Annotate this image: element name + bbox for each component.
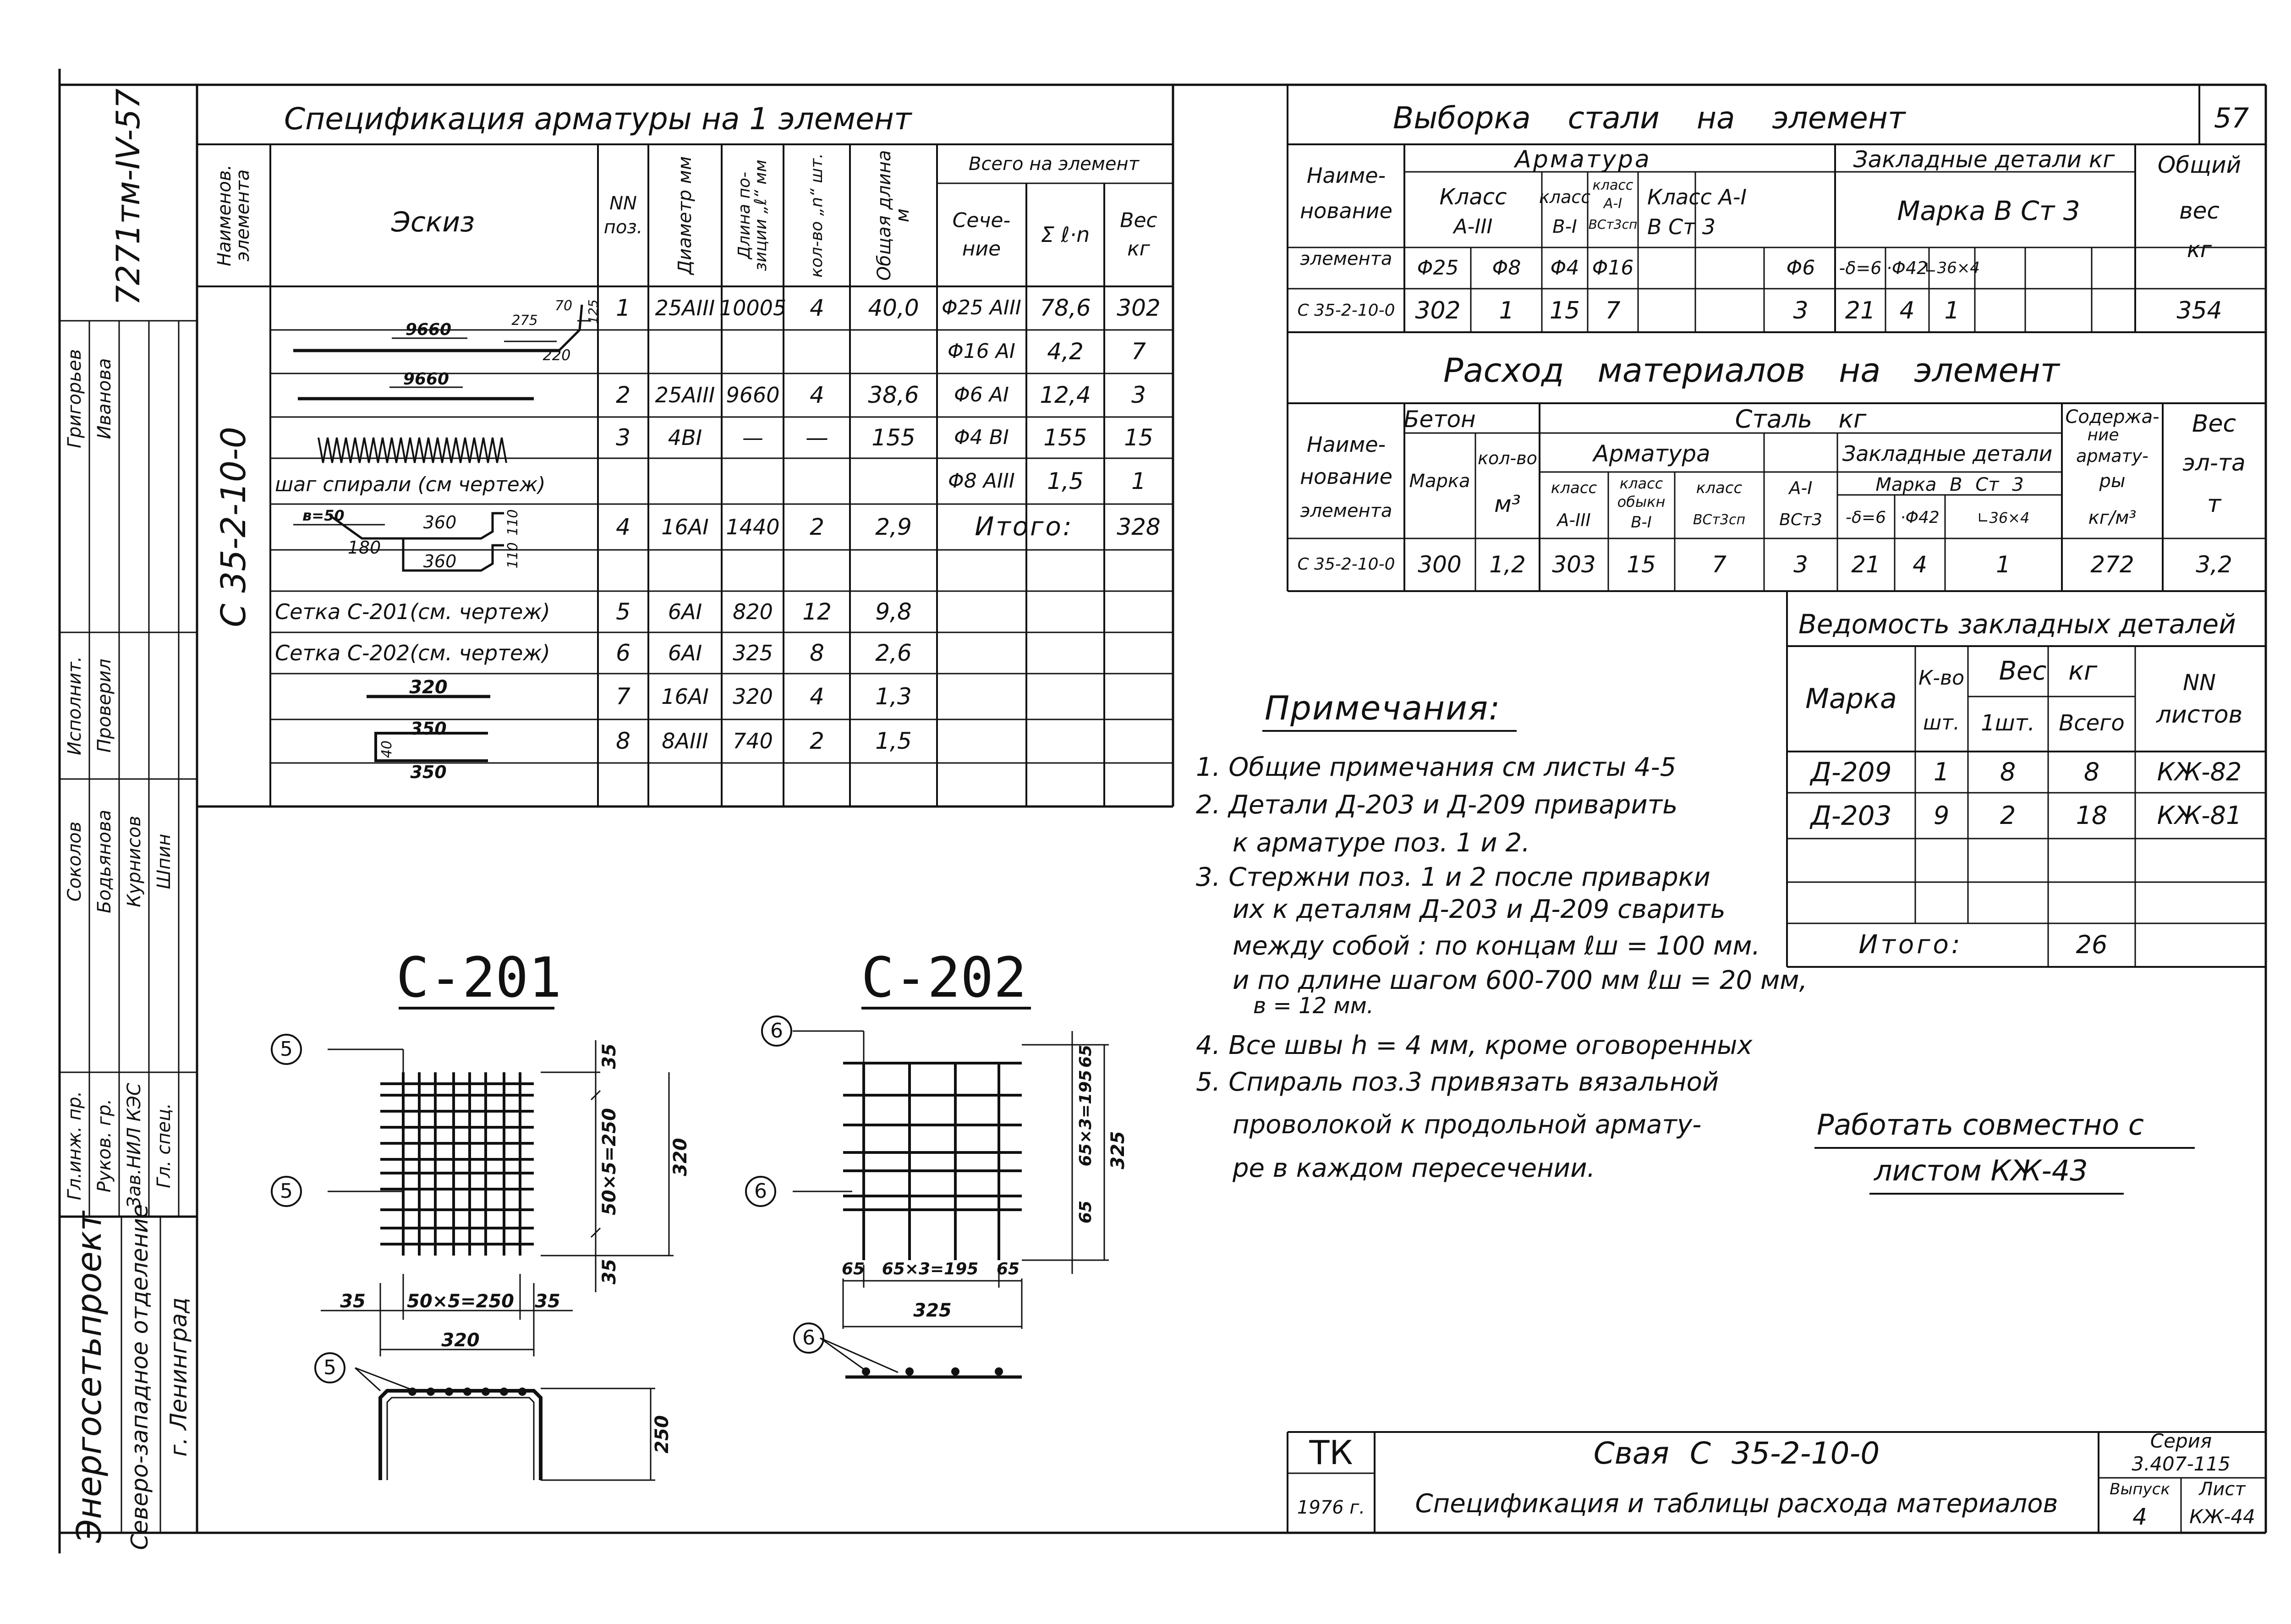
spec-header-diameter: Диаметр мм [674,156,696,275]
vyb-h: Закладные детали кг [1853,146,2115,173]
length-cell: 1440 [726,515,780,539]
section-cell: Φ16 АI [948,340,1015,363]
vyb-col: Φ25 [1417,256,1459,280]
ved-cell: 1 [1933,757,1950,786]
rash-h: нование [1300,464,1392,489]
drawing-code: 7271тм-IV-57 [110,88,147,306]
spec-header-section: Сече- ние [952,208,1011,260]
total-cell: 155 [871,424,915,451]
list-label: Лист [2199,1479,2246,1500]
qty-cell: 12 [802,598,832,625]
total-cell: 38,6 [868,382,919,408]
weight-cell: 7 [1131,338,1146,365]
diameter-cell: 8АIII [662,729,708,753]
qty-cell: — [806,424,828,451]
diameter-cell: 6АI [668,641,702,665]
rash-h: эл-та [2182,450,2246,476]
pos-cell: 8 [616,728,630,754]
marker-6: 6 [754,1180,767,1203]
marker-5: 5 [280,1037,293,1061]
note-line: проволокой к продольной армату- [1233,1110,1702,1140]
sum-cell: 4,2 [1047,338,1084,365]
role-label: Гл. спец. [153,1103,175,1188]
vyb-row-name: С 35-2-10-0 [1297,301,1395,320]
rash-h: Марка В Ст 3 [1875,474,2024,495]
dim-label: 40 [379,740,395,758]
sum-cell: 1,5 [1047,468,1084,494]
pos-cell: 4 [616,514,630,540]
rash-cell: 1,2 [1489,551,1526,578]
rash-row-name: С 35-2-10-0 [1297,555,1395,574]
ved-h: Марка [1805,683,1897,715]
sketch-note: Сетка С-202(см. чертеж) [275,641,550,665]
rashod-title: Расход материалов на элемент [1443,351,2060,390]
dim-label: 110 [505,509,521,536]
dim-label: 360 [423,551,457,571]
role-name: Шпин [153,834,175,889]
org-division: Северо-западное отделение [126,1204,153,1550]
pos-cell: 6 [616,640,630,666]
vyb-col: Φ8 [1492,256,1521,280]
note-line: 2. Детали Д-203 и Д-209 приварить [1196,790,1678,820]
qty-cell: 4 [810,295,824,321]
vyb-cell: 3 [1793,297,1809,324]
length-cell: 10005 [719,296,787,320]
sum-cell: 78,6 [1040,295,1091,321]
dim-label: 125 [586,299,601,324]
role-label: Зав.НИЛ КЭС [124,1083,145,1208]
sum-cell: 12,4 [1040,382,1091,408]
dim-label: 50×5=250 [406,1291,515,1312]
vyb-h: В Ст 3 [1647,214,1716,239]
rash-h: Бетон [1403,406,1476,433]
spec-header-element: Наименов. элемента [214,164,253,267]
remark-line: листом КЖ-43 [1874,1154,2088,1187]
rash-h: м³ [1494,491,1521,517]
length-cell: 820 [733,599,773,624]
ved-cell: Д-203 [1810,800,1892,831]
dim-label: 320 [670,1138,691,1176]
weight-cell: 328 [1117,514,1161,540]
rash-h: В-I [1631,513,1652,532]
rash-cell: 300 [1418,551,1462,578]
spec-title: Спецификация арматуры на 1 элемент [284,101,912,137]
vyb-h: Общий [2157,152,2242,178]
dim-label: 65 [1076,1044,1095,1068]
sketch-note: шаг спирали (см чертеж) [275,473,546,496]
rash-h: ВСт3 [1779,510,1822,529]
year: 1976 г. [1297,1497,1365,1518]
marker-6: 6 [802,1326,815,1350]
rash-h: Наиме- [1306,432,1386,457]
rash-h: ∟36×4 [1977,509,2030,527]
org-name: Энергосетьпроект [70,1211,109,1543]
qty-cell: 2 [810,514,824,540]
rash-cell: 1 [1996,551,2011,578]
notes-title: Примечания: [1265,689,1501,727]
note-line: 3. Стержни поз. 1 и 2 после приварки [1196,862,1710,892]
rash-cell: 21 [1851,551,1880,578]
vyb-cell: 302 [1415,297,1461,324]
vypusk-label: Выпуск [2110,1480,2170,1498]
diameter-cell: 16АI [661,684,709,709]
vyb-h: Наиме- [1306,163,1386,188]
dim-label: 65 [1076,1200,1095,1224]
list-number: КЖ-44 [2189,1505,2255,1528]
role-name: Соколов [64,821,85,902]
spec-header-qty: кол-во „n“ шт. [807,153,826,278]
seriya-label: Серия [2150,1430,2212,1452]
rash-h: Содержа- [2065,406,2159,428]
spec-header-sum: Σ ℓ·n [1041,222,1090,247]
rash-h: класс [1551,479,1597,497]
section-cell: Φ4 ВI [954,426,1009,449]
rash-h: обыкн [1617,493,1666,510]
vedomost-title: Ведомость закладных деталей [1798,609,2236,640]
vyb-h: А-III [1453,215,1493,238]
rash-cell: 7 [1712,551,1726,578]
ved-h: шт. [1923,711,1960,735]
length-cell: — [742,425,763,450]
dim-label: 275 [511,313,538,329]
total-cell: 2,6 [875,640,912,666]
spec-header-pos: NN поз. [603,193,643,238]
rash-h: класс [1696,479,1743,497]
pos-cell: 2 [616,382,630,408]
section-cell: Φ8 АIII [948,469,1015,493]
dim-label: 320 [409,677,448,698]
weight-cell: 302 [1117,295,1161,321]
vyb-cell: 7 [1605,297,1621,324]
rash-cell: 272 [2090,551,2134,578]
ved-h: К-во [1918,666,1964,690]
vyb-cell: 21 [1845,297,1876,324]
weight-cell: 1 [1131,468,1146,494]
vyb-h: А-I [1603,196,1622,212]
dim-label: 320 [441,1330,480,1351]
vyb-col: Φ6 [1786,256,1815,280]
diameter-cell: 16АI [661,515,709,539]
role-label: Руков. гр. [94,1098,115,1193]
rash-cell: 3 [1793,551,1808,578]
rash-h: элемента [1300,500,1392,521]
vyb-h: класс [1592,177,1633,193]
rash-h: т [2207,490,2221,518]
dim-label: 35 [535,1291,560,1312]
note-line: и по длине шагом 600-700 мм ℓш = 20 мм, [1233,966,1808,995]
total-cell: 2,9 [875,514,912,540]
vyb-cell: 1 [1499,297,1514,324]
ved-cell: 8 [2083,757,2100,786]
remark-line: Работать совместно с [1817,1108,2144,1141]
vyb-h: класс [1539,187,1591,207]
rash-h: Марка [1409,471,1470,492]
vyb-cell: 4 [1899,297,1915,324]
dim-label: 110 [505,542,521,569]
ved-cell: 8 [2000,757,2016,786]
ved-cell: 2 [2000,801,2016,830]
rash-h: ние [2087,426,2119,444]
rash-cell: 4 [1913,551,1927,578]
dim-label: 220 [543,346,571,364]
vyborka-title: Выборка стали на элемент [1393,100,1906,136]
ved-cell: КЖ-82 [2157,757,2242,786]
ved-h: 1шт. [1981,710,2035,736]
dim-label: 65 [841,1260,865,1278]
dim-label: 180 [347,538,381,558]
marker-6: 6 [770,1019,783,1042]
spec-header-group: Всего на элемент [969,154,1139,175]
dim-label: 65×3=195 [1076,1070,1095,1167]
dim-label: 350 [410,762,447,782]
dim-label: 325 [1107,1131,1129,1169]
rash-h: Закладные детали [1842,441,2053,466]
length-cell: 9660 [726,383,780,407]
title-line-2: Спецификация и таблицы расхода материалов [1415,1489,2058,1519]
qty-cell: 8 [810,640,824,666]
diameter-cell: 25АIII [655,296,715,320]
ved-h: листов [2156,701,2243,729]
vyb-h: Класс [1439,184,1507,210]
note-line: 5. Спираль поз.3 привязать вязальной [1196,1067,1719,1097]
vyb-h: кг [2187,237,2212,263]
ved-h: NN [2183,670,2216,696]
note-line: ре в каждом пересечении. [1233,1153,1595,1183]
rash-h: Сталь кг [1735,405,1867,433]
dim-label: 9660 [405,320,452,339]
pos-cell: 1 [616,295,630,321]
diameter-cell: 6АI [668,599,702,624]
title-line-1: Свая С 35-2-10-0 [1593,1436,1880,1471]
dim-label: 250 [652,1415,673,1454]
dim-label: 65 [996,1260,1020,1278]
role-name: Бодьянова [94,810,115,913]
vyb-col: ∟36×4 [1924,259,1980,277]
ved-h: Всего [2059,710,2125,736]
dim-label: в=50 [302,507,345,524]
spec-header-weight: Вес кг [1120,208,1157,260]
vyb-col: -δ=6 [1839,258,1882,278]
role-name: Иванова [94,358,115,439]
c201-title: С-201 [396,946,562,1010]
vyb-h: В-I [1552,216,1577,237]
spec-header-total-length: Общая длина м [874,150,913,281]
c202-title: С-202 [861,946,1027,1010]
total-cell: 1,5 [875,728,912,754]
ved-cell: КЖ-81 [2157,801,2242,830]
rash-h: ·Φ42 [1900,508,1940,527]
pos-cell: 7 [616,683,630,710]
pos-cell: 5 [616,598,630,625]
ved-itogo-label: Итого: [1858,930,1963,960]
vyb-cell: 1 [1944,297,1960,324]
qty-cell: 2 [810,728,824,754]
qty-cell: 4 [810,683,824,710]
marker-5: 5 [323,1356,336,1379]
total-cell: 40,0 [868,295,919,321]
org-city: г. Ленинград [165,1297,192,1457]
rash-h: Арматура [1593,440,1710,467]
ved-h: Вес кг [1999,656,2098,686]
sheet-number: 57 [2214,102,2249,134]
pos-cell: 3 [616,424,630,451]
vyb-total: 354 [2176,297,2222,324]
note-line: в = 12 мм. [1253,993,1374,1019]
rash-h: -δ=6 [1845,508,1886,527]
role-name: Григорьев [64,349,85,449]
weight-cell: 3 [1131,382,1146,408]
vyb-col: ·Φ42 [1886,258,1928,278]
ved-cell: Д-209 [1810,757,1892,788]
ved-itogo: 26 [2076,930,2108,959]
diameter-cell: 4ВI [668,425,702,450]
rash-cell: 3,2 [2196,551,2232,578]
note-line: 1. Общие примечания см листы 4-5 [1196,752,1677,782]
rash-h: ры [2099,471,2126,492]
vyb-h: Марка В Ст 3 [1897,195,2080,226]
section-cell: Φ6 АI [954,383,1009,406]
rash-h: кг/м³ [2088,507,2137,528]
dim-label: 325 [913,1300,952,1321]
tk-label: ТК [1309,1433,1353,1472]
ved-cell: 18 [2076,801,2108,830]
role-label: Исполнит. [64,656,85,756]
vyb-h: нование [1300,198,1392,223]
length-cell: 740 [733,729,773,753]
dim-label: 9660 [403,370,449,389]
note-line: 4. Все швы h = 4 мм, кроме оговоренных [1196,1031,1753,1060]
rash-h: ВСт3сп [1693,512,1746,528]
total-cell: 1,3 [875,683,912,710]
note-line: к арматуре поз. 1 и 2. [1233,828,1530,858]
dim-label: 360 [423,512,457,532]
weight-cell: 15 [1124,424,1153,451]
dim-label: 50×5=250 [599,1108,620,1216]
length-cell: 325 [733,641,773,665]
itogo-label: Итого: [975,512,1074,542]
dim-label: 70 [554,298,573,314]
sum-cell: 155 [1043,424,1087,451]
rash-h: А-I [1789,478,1813,498]
vypusk: 4 [2132,1503,2147,1530]
length-cell: 320 [733,684,773,709]
dim-label: 35 [340,1291,366,1312]
dim-label: 35 [599,1259,620,1284]
section-cell: Φ25 АIII [942,296,1021,319]
diameter-cell: 25АIII [655,383,715,407]
role-name: Курнисов [124,816,145,907]
dim-label: 350 [410,719,447,739]
spec-header-length: Длина по- зиции „ℓ“ мм [735,159,770,271]
note-line: между собой : по концам ℓш = 100 мм. [1233,931,1760,961]
seriya: 3.407-115 [2132,1453,2231,1475]
rash-h: А-III [1557,510,1591,530]
vyb-h: вес [2179,198,2220,224]
rash-cell: 15 [1627,551,1656,578]
rash-h: Вес [2192,410,2236,438]
vyb-h: Класс А-I [1647,185,1747,209]
qty-cell: 4 [810,382,824,408]
dim-label: 65×3=195 [882,1260,979,1278]
vyb-h: Арматура [1515,146,1651,173]
sketch-note: Сетка С-201(см. чертеж) [275,599,550,624]
vyb-col: Φ16 [1592,256,1634,280]
ved-cell: 9 [1933,801,1950,830]
rash-h: класс [1619,475,1663,492]
spec-header-sketch: Эскиз [391,206,475,238]
spec-element-name: С 35-2-10-0 [214,427,253,627]
marker-5: 5 [280,1180,293,1203]
note-line: их к деталям Д-203 и Д-209 сварить [1233,894,1726,924]
vyb-h: ВСт3сп [1588,217,1638,232]
rash-h: кол-во [1478,448,1537,468]
rash-h: армату- [2076,446,2148,466]
total-cell: 9,8 [875,598,912,625]
vyb-cell: 15 [1549,297,1580,324]
role-label: Гл.инж. пр. [64,1091,85,1201]
vyb-h: элемента [1300,248,1392,269]
dim-label: 35 [599,1043,620,1069]
vyb-col: Φ4 [1550,256,1579,280]
rash-cell: 303 [1552,551,1596,578]
role-label: Проверил [94,658,115,753]
